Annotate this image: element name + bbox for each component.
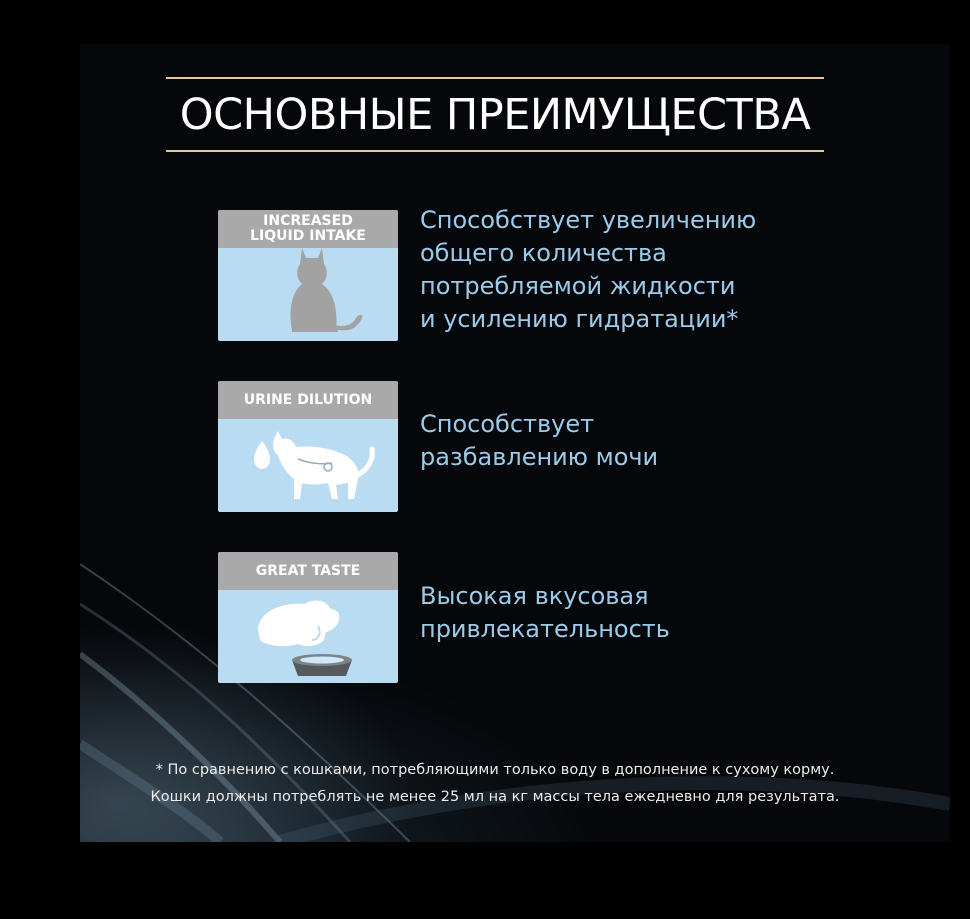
sitting-cat-icon <box>218 248 398 341</box>
badge-increased-liquid-intake <box>218 210 398 341</box>
feature-text-line: Высокая вкусовая <box>420 582 649 610</box>
badge-label-line: INCREASED <box>263 213 353 229</box>
badge-header <box>218 381 398 419</box>
badge-urine-dilution <box>218 381 398 512</box>
badge-header <box>218 552 398 590</box>
feature-text-line: потребляемой жидкости <box>420 272 736 300</box>
feature-text-urine-dilution <box>420 408 658 474</box>
badge-label-line: GREAT TASTE <box>255 562 361 579</box>
feature-text-line: и усилению гидратации* <box>420 305 739 333</box>
feature-text-liquid-intake <box>420 204 756 336</box>
cat-eating-bowl-icon <box>218 590 398 683</box>
cat-urinary-system-icon <box>218 419 398 512</box>
badge-header <box>218 210 398 248</box>
feature-text-line: разбавлению мочи <box>420 443 659 471</box>
footnote <box>80 757 910 811</box>
feature-text-line: общего количества <box>420 239 667 267</box>
feature-text-line: привлекательность <box>420 615 670 643</box>
page-title: ОСНОВНЫЕ ПРЕИМУЩЕСТВА <box>179 90 811 140</box>
feature-text-line: Способствует <box>420 410 595 438</box>
title-rule-top <box>166 77 824 79</box>
badge-great-taste <box>218 552 398 683</box>
footnote-line: * По сравнению с кошками, потребляющими только воду в дополнение к сухому корму. <box>155 762 835 778</box>
title-rule-bottom <box>166 150 824 152</box>
footnote-line: Кошки должны потреблять не менее 25 мл на кг массы тела ежедневно для результата. <box>150 789 840 805</box>
badge-label-line: LIQUID INTAKE <box>250 228 366 244</box>
feature-text-line: Способствует увеличению <box>420 206 757 234</box>
feature-text-great-taste <box>420 580 670 646</box>
badge-label-line: URINE DILUTION <box>243 391 373 408</box>
